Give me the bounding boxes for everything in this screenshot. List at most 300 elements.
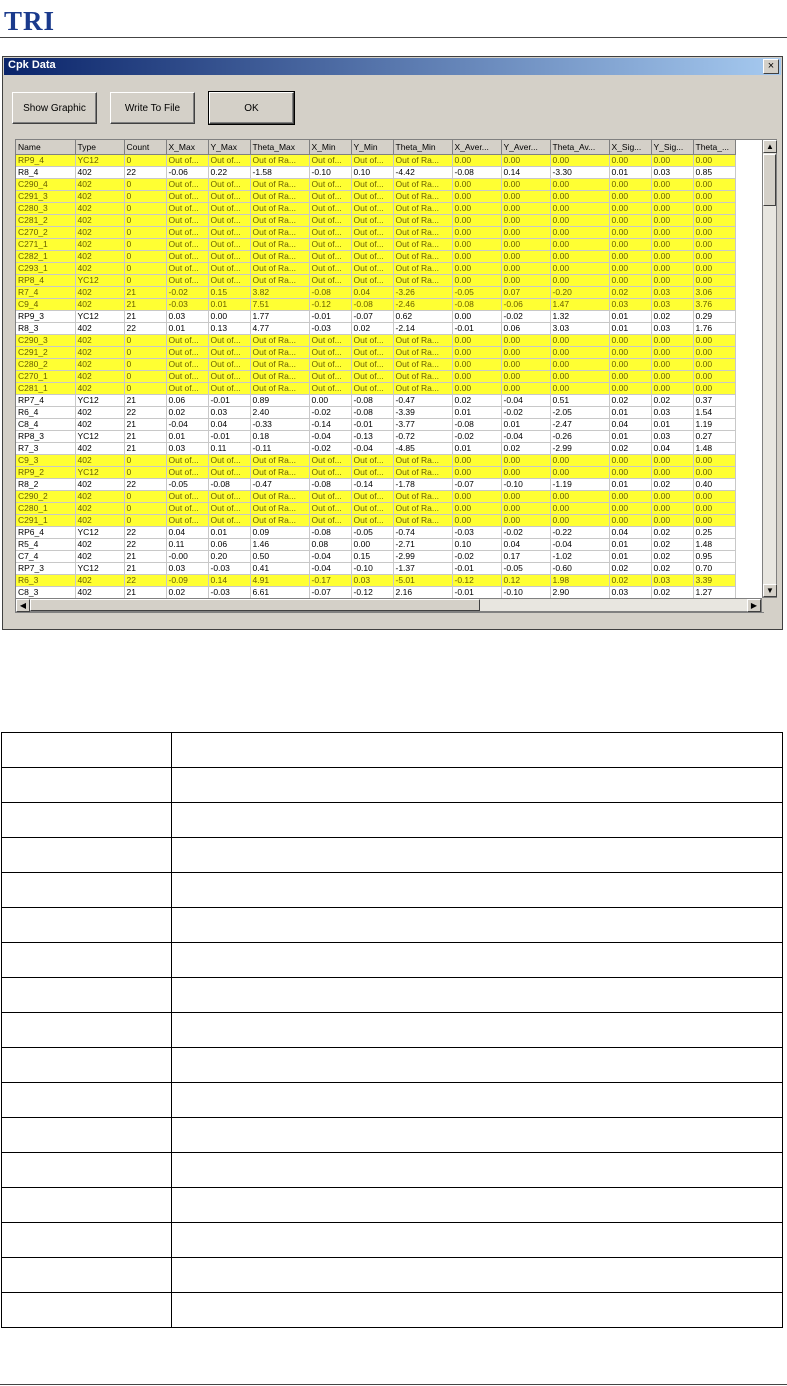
table-cell: YC12: [75, 155, 124, 167]
table-cell: Out of...: [166, 359, 208, 371]
table-cell: 0.00: [693, 155, 735, 167]
table-cell: C7_4: [16, 551, 75, 563]
column-header[interactable]: Name: [16, 140, 75, 155]
doc-table-row: [2, 838, 783, 873]
table-cell: 0.02: [651, 587, 693, 599]
table-row[interactable]: [16, 203, 735, 215]
table-row[interactable]: [16, 191, 735, 203]
table-cell: 0.00: [501, 335, 550, 347]
table-cell: Out of Ra...: [393, 347, 452, 359]
table-cell: 0.00: [550, 503, 609, 515]
table-row[interactable]: [16, 251, 735, 263]
table-cell: C8_4: [16, 419, 75, 431]
table-cell: C271_1: [16, 239, 75, 251]
table-cell: Out of...: [309, 155, 351, 167]
doc-table-row: [2, 1118, 783, 1153]
table-cell: Out of...: [166, 203, 208, 215]
table-cell: Out of...: [166, 491, 208, 503]
table-cell: 2.16: [393, 587, 452, 599]
table-cell: -0.12: [452, 575, 501, 587]
table-cell: 402: [75, 479, 124, 491]
table-cell: 0.18: [250, 431, 309, 443]
table-cell: -0.03: [208, 563, 250, 575]
table-cell: 0.41: [250, 563, 309, 575]
table-row[interactable]: [16, 179, 735, 191]
table-cell: Out of...: [351, 275, 393, 287]
table-cell: 0.15: [208, 287, 250, 299]
horizontal-scrollbar[interactable]: [15, 598, 762, 612]
table-cell: 0.00: [309, 395, 351, 407]
table-row[interactable]: [16, 587, 735, 599]
doc-table-row: [2, 803, 783, 838]
table-cell: Out of...: [351, 215, 393, 227]
table-cell: Out of...: [166, 155, 208, 167]
doc-table-row: [2, 768, 783, 803]
table-cell: 0.00: [651, 215, 693, 227]
table-cell: Out of...: [351, 263, 393, 275]
table-cell: -0.04: [351, 443, 393, 455]
table-cell: 0.00: [550, 227, 609, 239]
table-cell: 0.00: [693, 251, 735, 263]
table-cell: 0.04: [609, 527, 651, 539]
table-row[interactable]: [16, 275, 735, 287]
write-to-file-button[interactable]: Write To File: [110, 92, 195, 124]
table-cell: 0.01: [609, 407, 651, 419]
table-cell: C291_3: [16, 191, 75, 203]
table-cell: 0.00: [609, 239, 651, 251]
table-cell: 21: [124, 431, 166, 443]
table-row[interactable]: [16, 491, 735, 503]
table-cell: 0.00: [452, 371, 501, 383]
doc-table-cell: [172, 1258, 783, 1293]
table-cell: 0.00: [693, 239, 735, 251]
table-cell: -2.71: [393, 539, 452, 551]
table-cell: Out of Ra...: [250, 155, 309, 167]
table-row[interactable]: [16, 539, 735, 551]
table-row[interactable]: [16, 419, 735, 431]
table-cell: Out of...: [351, 455, 393, 467]
table-cell: 0.06: [166, 395, 208, 407]
table-cell: Out of Ra...: [250, 335, 309, 347]
table-cell: 0.00: [501, 203, 550, 215]
table-cell: 0.00: [550, 251, 609, 263]
doc-table-row: [2, 1013, 783, 1048]
table-cell: -1.19: [550, 479, 609, 491]
table-cell: 0.00: [609, 503, 651, 515]
column-header[interactable]: Type: [75, 140, 124, 155]
table-cell: Out of Ra...: [393, 383, 452, 395]
table-cell: Out of Ra...: [250, 347, 309, 359]
table-cell: 0.02: [452, 395, 501, 407]
table-cell: 0.00: [501, 191, 550, 203]
vertical-scroll-thumb[interactable]: [763, 154, 776, 206]
table-cell: 0: [124, 203, 166, 215]
table-cell: Out of Ra...: [393, 359, 452, 371]
table-cell: -0.02: [452, 551, 501, 563]
table-cell: Out of...: [309, 263, 351, 275]
table-cell: -2.99: [393, 551, 452, 563]
table-cell: 0.06: [208, 539, 250, 551]
table-cell: 0.00: [693, 455, 735, 467]
scroll-right-icon[interactable]: ▶: [747, 599, 761, 612]
table-cell: 0.00: [693, 263, 735, 275]
table-cell: -0.72: [393, 431, 452, 443]
table-row[interactable]: [16, 263, 735, 275]
table-cell: 0: [124, 215, 166, 227]
doc-table-cell: [2, 978, 172, 1013]
table-cell: -0.08: [452, 299, 501, 311]
column-header[interactable]: Theta_Max: [250, 140, 309, 155]
table-cell: 0.01: [501, 419, 550, 431]
doc-table-cell: [2, 838, 172, 873]
scroll-down-icon[interactable]: ▼: [763, 584, 777, 597]
table-cell: 1.32: [550, 311, 609, 323]
table-cell: Out of...: [351, 467, 393, 479]
table-row[interactable]: [16, 431, 735, 443]
table-cell: Out of...: [351, 155, 393, 167]
doc-table-cell: [172, 733, 783, 768]
footer-rule: [0, 1384, 787, 1385]
table-cell: Out of...: [351, 335, 393, 347]
table-cell: 0.03: [651, 431, 693, 443]
table-cell: 0.02: [166, 407, 208, 419]
column-header[interactable]: X_Min: [309, 140, 351, 155]
column-header[interactable]: Y_Min: [351, 140, 393, 155]
table-cell: 0.04: [501, 539, 550, 551]
table-cell: Out of Ra...: [250, 203, 309, 215]
table-cell: 0.00: [550, 179, 609, 191]
table-cell: -0.03: [166, 299, 208, 311]
table-cell: Out of...: [351, 179, 393, 191]
table-cell: 1.27: [693, 587, 735, 599]
table-row[interactable]: [16, 575, 735, 587]
table-cell: 0.01: [609, 479, 651, 491]
table-cell: 0.03: [651, 407, 693, 419]
table-row[interactable]: [16, 407, 735, 419]
table-cell: -3.30: [550, 167, 609, 179]
doc-table-cell: [172, 1048, 783, 1083]
table-row[interactable]: [16, 167, 735, 179]
doc-table-cell: [2, 908, 172, 943]
table-row[interactable]: [16, 527, 735, 539]
table-row[interactable]: [16, 299, 735, 311]
table-row[interactable]: [16, 323, 735, 335]
doc-table-row: [2, 1083, 783, 1118]
table-cell: 0.29: [693, 311, 735, 323]
table-cell: -0.17: [309, 575, 351, 587]
table-cell: 0.00: [501, 347, 550, 359]
table-cell: -2.46: [393, 299, 452, 311]
table-cell: 0.00: [452, 383, 501, 395]
table-row[interactable]: [16, 371, 735, 383]
column-header[interactable]: X_Sig...: [609, 140, 651, 155]
table-cell: 0.00: [693, 275, 735, 287]
table-cell: 0.00: [452, 275, 501, 287]
table-cell: 0.02: [651, 395, 693, 407]
column-header[interactable]: Theta_...: [693, 140, 735, 155]
column-header[interactable]: Y_Max: [208, 140, 250, 155]
table-cell: 0.00: [651, 503, 693, 515]
doc-table-cell: [2, 733, 172, 768]
table-cell: 0.00: [609, 179, 651, 191]
doc-table-cell: [172, 803, 783, 838]
column-header[interactable]: Theta_Min: [393, 140, 452, 155]
table-cell: 0.00: [452, 263, 501, 275]
table-cell: -0.08: [309, 479, 351, 491]
table-row[interactable]: [16, 515, 735, 527]
table-cell: 0.00: [501, 455, 550, 467]
table-cell: Out of...: [309, 359, 351, 371]
table-cell: Out of...: [166, 383, 208, 395]
table-cell: 4.91: [250, 575, 309, 587]
table-cell: 0.00: [501, 359, 550, 371]
table-cell: Out of...: [309, 239, 351, 251]
table-cell: Out of...: [309, 503, 351, 515]
table-cell: 402: [75, 203, 124, 215]
table-row[interactable]: [16, 395, 735, 407]
table-cell: 0.00: [550, 359, 609, 371]
table-cell: Out of...: [208, 383, 250, 395]
table-cell: 22: [124, 323, 166, 335]
table-cell: 0.10: [351, 167, 393, 179]
table-cell: 0.85: [693, 167, 735, 179]
table-cell: -0.10: [309, 167, 351, 179]
table-cell: 0.00: [452, 311, 501, 323]
table-cell: Out of...: [208, 503, 250, 515]
table-cell: 402: [75, 167, 124, 179]
table-cell: Out of...: [208, 191, 250, 203]
table-cell: 0.01: [452, 443, 501, 455]
table-cell: 0.00: [550, 275, 609, 287]
table-cell: -0.04: [501, 395, 550, 407]
ok-button[interactable]: OK: [209, 92, 294, 124]
table-cell: -0.08: [351, 395, 393, 407]
table-cell: 402: [75, 335, 124, 347]
table-cell: 0.00: [550, 263, 609, 275]
table-cell: 402: [75, 299, 124, 311]
table-cell: R8_2: [16, 479, 75, 491]
table-cell: C290_2: [16, 491, 75, 503]
doc-table-cell: [2, 873, 172, 908]
table-row[interactable]: [16, 215, 735, 227]
doc-table-cell: [2, 1258, 172, 1293]
table-cell: 402: [75, 551, 124, 563]
table-cell: -3.77: [393, 419, 452, 431]
table-cell: 0.00: [452, 455, 501, 467]
table-cell: 0.00: [609, 215, 651, 227]
table-cell: 22: [124, 407, 166, 419]
table-cell: 402: [75, 575, 124, 587]
table-cell: -0.22: [550, 527, 609, 539]
table-cell: 0.40: [693, 479, 735, 491]
table-row[interactable]: [16, 467, 735, 479]
table-cell: 0.00: [452, 515, 501, 527]
doc-table-cell: [172, 978, 783, 1013]
table-row[interactable]: [16, 311, 735, 323]
table-cell: Out of...: [166, 371, 208, 383]
table-cell: Out of...: [309, 371, 351, 383]
scroll-left-icon[interactable]: ◀: [16, 599, 30, 612]
table-row[interactable]: [16, 335, 735, 347]
table-row[interactable]: [16, 443, 735, 455]
table-cell: Out of Ra...: [393, 371, 452, 383]
table-cell: 1.46: [250, 539, 309, 551]
table-cell: 0.00: [501, 179, 550, 191]
table-cell: 0: [124, 227, 166, 239]
table-row[interactable]: [16, 479, 735, 491]
table-cell: 0.00: [208, 311, 250, 323]
table-cell: -0.14: [309, 419, 351, 431]
table-cell: -0.02: [309, 407, 351, 419]
table-cell: 0: [124, 491, 166, 503]
table-cell: 0: [124, 251, 166, 263]
table-cell: 0: [124, 179, 166, 191]
table-cell: -0.05: [351, 527, 393, 539]
show-graphic-button[interactable]: Show Graphic: [12, 92, 97, 124]
doc-table-row: [2, 873, 783, 908]
table-cell: 0.01: [651, 419, 693, 431]
table-cell: 402: [75, 251, 124, 263]
table-cell: 0.01: [208, 527, 250, 539]
column-header[interactable]: Y_Aver...: [501, 140, 550, 155]
table-row[interactable]: [16, 347, 735, 359]
title-bar[interactable]: [4, 58, 781, 75]
table-cell: 0.00: [452, 347, 501, 359]
table-cell: 0.08: [309, 539, 351, 551]
table-cell: 7.51: [250, 299, 309, 311]
table-cell: 0.01: [166, 431, 208, 443]
table-cell: 402: [75, 419, 124, 431]
table-cell: -0.07: [351, 311, 393, 323]
table-cell: 0.22: [208, 167, 250, 179]
table-cell: -2.14: [393, 323, 452, 335]
table-cell: C281_1: [16, 383, 75, 395]
vertical-scrollbar[interactable]: [762, 139, 777, 598]
table-cell: Out of...: [351, 503, 393, 515]
table-cell: 0.00: [550, 239, 609, 251]
doc-table-cell: [172, 943, 783, 978]
table-cell: Out of...: [309, 191, 351, 203]
table-row[interactable]: [16, 239, 735, 251]
table-cell: 3.03: [550, 323, 609, 335]
table-cell: Out of...: [208, 227, 250, 239]
table-cell: 0.02: [651, 563, 693, 575]
table-cell: 0.00: [651, 179, 693, 191]
table-cell: 0.00: [452, 179, 501, 191]
table-cell: 21: [124, 551, 166, 563]
table-cell: 0.00: [693, 215, 735, 227]
doc-table-row: [2, 943, 783, 978]
table-cell: Out of...: [208, 215, 250, 227]
table-cell: 0.00: [550, 515, 609, 527]
column-header[interactable]: Count: [124, 140, 166, 155]
table-cell: Out of...: [309, 491, 351, 503]
table-cell: -0.47: [393, 395, 452, 407]
table-row[interactable]: [16, 455, 735, 467]
column-header[interactable]: Theta_Av...: [550, 140, 609, 155]
table-cell: Out of...: [208, 179, 250, 191]
table-cell: Out of...: [351, 383, 393, 395]
table-cell: 0.00: [651, 239, 693, 251]
table-row[interactable]: [16, 563, 735, 575]
table-cell: 402: [75, 443, 124, 455]
table-cell: C270_2: [16, 227, 75, 239]
table-cell: Out of...: [309, 227, 351, 239]
table-cell: 0.00: [550, 191, 609, 203]
table-row[interactable]: [16, 227, 735, 239]
table-cell: 0.00: [501, 227, 550, 239]
close-button[interactable]: ×: [763, 59, 779, 74]
table-cell: Out of...: [309, 179, 351, 191]
table-cell: Out of Ra...: [393, 251, 452, 263]
table-row[interactable]: [16, 287, 735, 299]
table-cell: -0.04: [309, 431, 351, 443]
table-row[interactable]: [16, 383, 735, 395]
table-cell: Out of Ra...: [393, 239, 452, 251]
table-cell: -0.03: [452, 527, 501, 539]
table-cell: 21: [124, 443, 166, 455]
table-cell: R6_3: [16, 575, 75, 587]
table-cell: 0.03: [166, 563, 208, 575]
column-header[interactable]: X_Max: [166, 140, 208, 155]
table-cell: 0.00: [609, 515, 651, 527]
table-cell: 402: [75, 515, 124, 527]
table-cell: Out of Ra...: [393, 215, 452, 227]
table-cell: -0.00: [166, 551, 208, 563]
column-header[interactable]: X_Aver...: [452, 140, 501, 155]
table-cell: 0.00: [452, 503, 501, 515]
table-cell: Out of...: [166, 503, 208, 515]
column-header[interactable]: Y_Sig...: [651, 140, 693, 155]
table-row[interactable]: [16, 155, 735, 167]
table-cell: 0.12: [501, 575, 550, 587]
table-cell: -0.47: [250, 479, 309, 491]
table-cell: 0.13: [208, 323, 250, 335]
doc-table-cell: [172, 1293, 783, 1328]
table-cell: 0.01: [609, 167, 651, 179]
table-row[interactable]: [16, 503, 735, 515]
table-row[interactable]: [16, 551, 735, 563]
doc-table-cell: [2, 1048, 172, 1083]
table-cell: 0: [124, 515, 166, 527]
grid-table: [16, 140, 736, 599]
table-cell: -0.13: [351, 431, 393, 443]
table-cell: 0: [124, 383, 166, 395]
table-cell: 0.00: [550, 215, 609, 227]
table-cell: 1.19: [693, 419, 735, 431]
table-cell: 0.03: [651, 287, 693, 299]
table-cell: C290_4: [16, 179, 75, 191]
table-row[interactable]: [16, 359, 735, 371]
table-cell: 402: [75, 491, 124, 503]
table-cell: 402: [75, 587, 124, 599]
table-cell: Out of...: [309, 203, 351, 215]
table-cell: R6_4: [16, 407, 75, 419]
table-cell: YC12: [75, 527, 124, 539]
table-cell: Out of...: [351, 191, 393, 203]
scroll-up-icon[interactable]: ▲: [763, 140, 777, 153]
table-cell: 0.03: [208, 407, 250, 419]
horizontal-scroll-thumb[interactable]: [30, 599, 480, 611]
doc-table-row: [2, 978, 783, 1013]
table-cell: 0.00: [452, 467, 501, 479]
table-cell: 21: [124, 299, 166, 311]
table-cell: 0.14: [501, 167, 550, 179]
table-cell: YC12: [75, 275, 124, 287]
cpk-data-grid[interactable]: [15, 139, 764, 613]
table-cell: 0.04: [651, 443, 693, 455]
table-cell: 0.00: [550, 383, 609, 395]
